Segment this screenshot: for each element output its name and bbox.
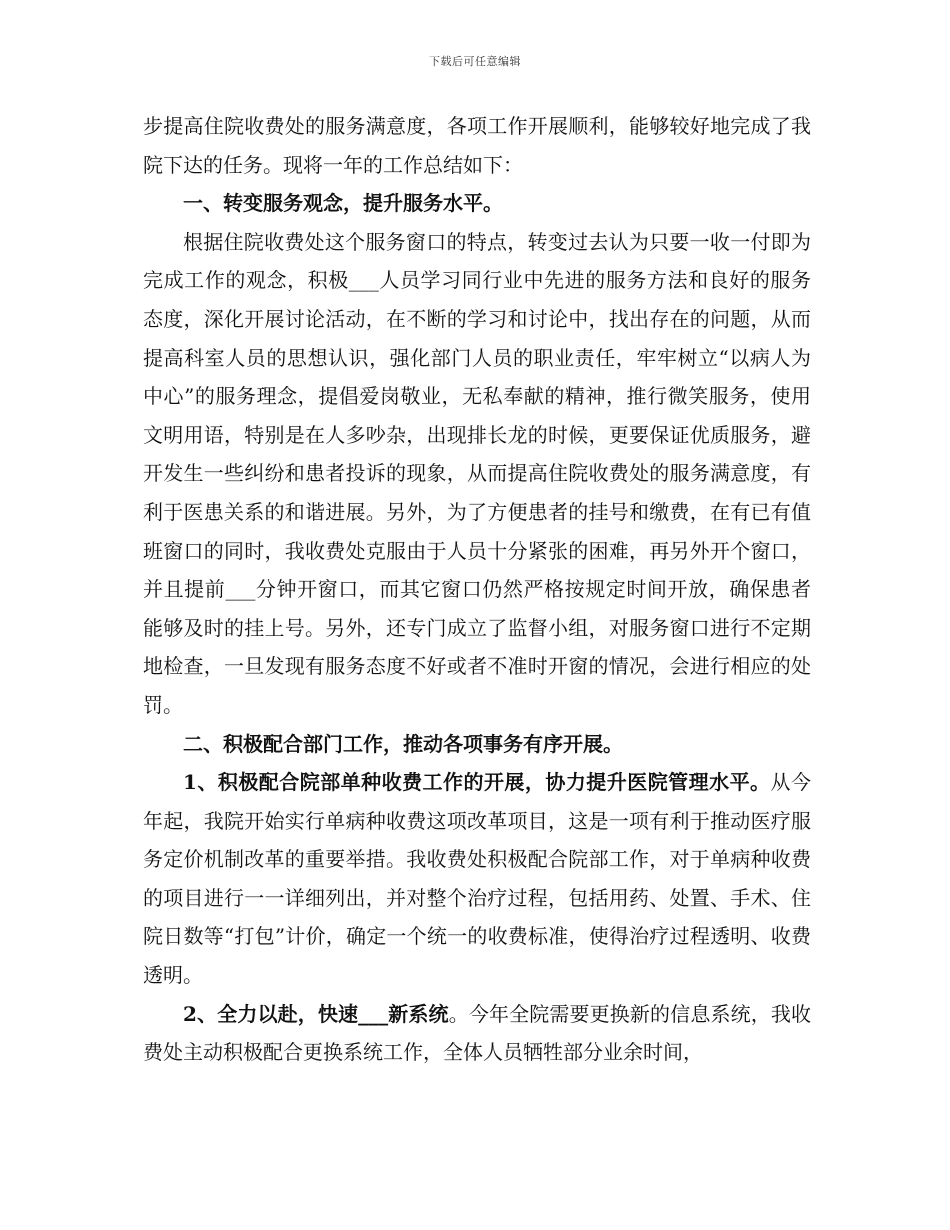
paragraph-lead: 1、积极配合院部单种收费工作的开展，协力提升医院管理水平。 [183, 770, 771, 795]
paragraph-text: 从今年起，我院开始实行单病种收费这项改革项目，这是一项有利于推动医疗服务定价机制改革的重要举措。我收费处积极配合院部工作，对于单病种收费的项目进行一一详细列出，并对整个治疗过程，包括用药、处置、手术、住院日数等“打包”计价，确定一个统一的收费标准，使得治疗过程透明、收费透明。 [143, 770, 812, 988]
document-body [143, 107, 811, 1072]
paragraph-single-disease [143, 763, 811, 995]
paragraph-new-system [143, 995, 811, 1072]
paragraph-service: 根据住院收费处这个服务窗口的特点，转变过去认为只要一收一付即为完成工作的观念，积极___人员学习同行业中先进的服务方法和良好的服务态度，深化开展讨论活动，在不断的学习和讨论中，找出存在的问题，从而提高科室人员的思想认识，强化部门人员的职业责任，牢牢树立“以病人为中心”的服务理念，提倡爱岗敬业，无私奉献的精神，推行微笑服务，使用文明用语，特别是在人多吵杂，出现排长龙的时候，更要保证优质服务，避开发生一些纠纷和患者投诉的现象，从而提高住院收费处的服务满意度，有利于医患关系的和谐进展。另外，为了方便患者的挂号和缴费，在有已有值班窗口的同时，我收费处克服由于人员十分紧张的困难，再另外开个窗口，并且提前___分钟开窗口，而其它窗口仍然严格按规定时间开放，确保患者能够及时的挂上号。另外，还专门成立了监督小组，对服务窗口进行不定期地检查，一旦发现有服务态度不好或者不准时开窗的情况，会进行相应的处罚。 [143, 229, 811, 717]
section-heading-1: 一、转变服务观念，提升服务水平。 [183, 191, 503, 216]
paragraph-text: 。今年全院需要更换新的信息系统，我收费处主动积极配合更换系统工作，全体人员牺牲部分业余时间， [143, 1001, 811, 1065]
section-heading-2: 二、积极配合部门工作，推动各项事务有序开展。 [183, 731, 623, 756]
paragraph-intro: 步提高住院收费处的服务满意度，各项工作开展顺利，能够较好地完成了我院下达的任务。现将一年的工作总结如下： [143, 114, 811, 177]
paragraph-lead: 2、全力以赴，快速___新系统 [183, 1001, 449, 1026]
page-header: 下载后可任意编辑 [429, 55, 521, 68]
